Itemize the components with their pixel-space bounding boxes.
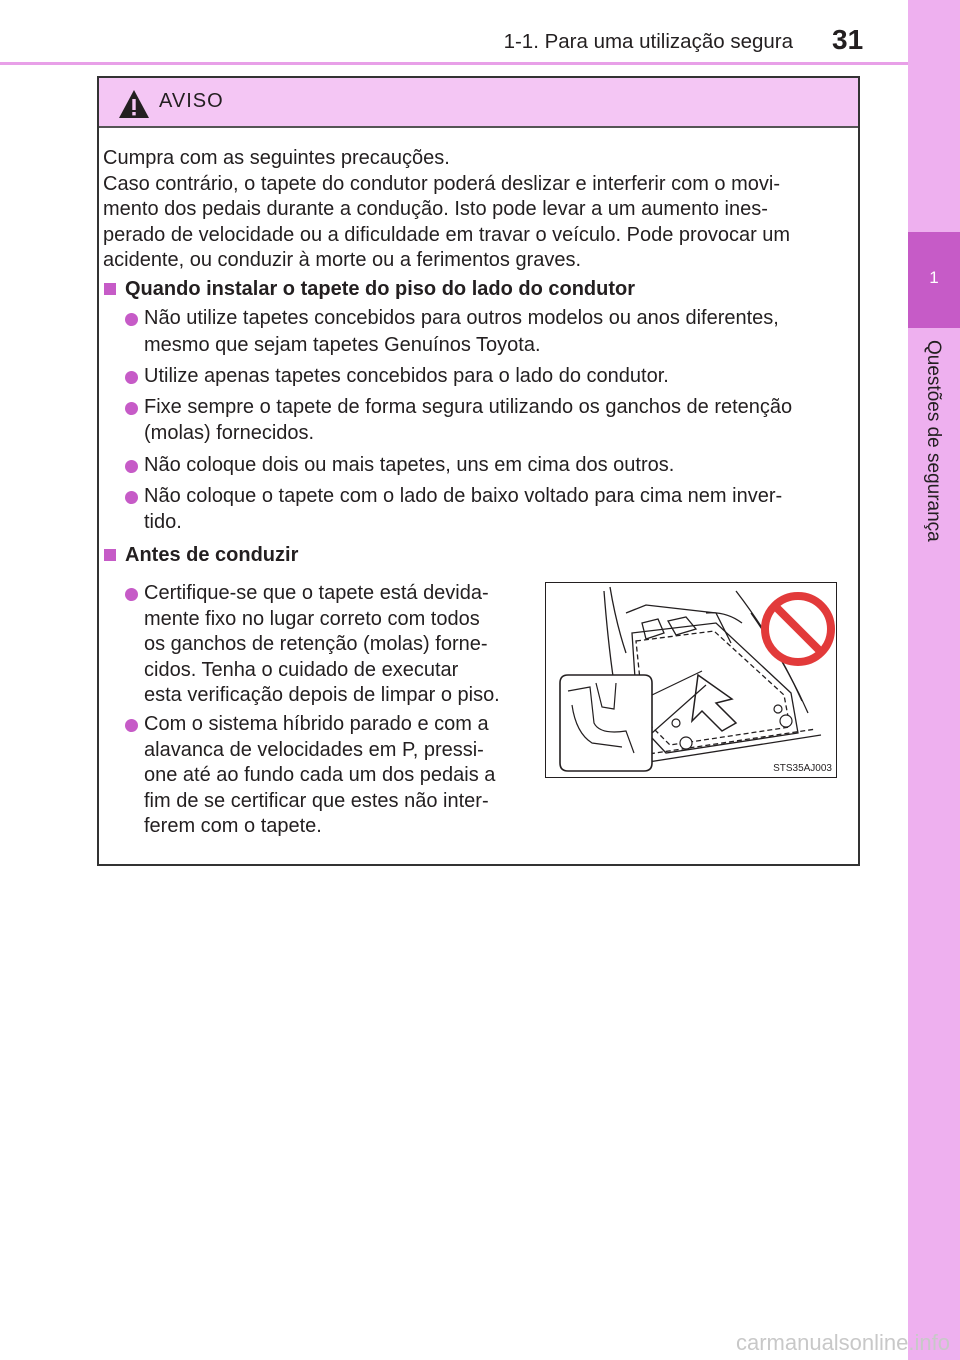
bullet-text: one até ao fundo cada um dos pedais a: [144, 764, 496, 786]
bullet-text: Com o sistema híbrido parado e com a: [144, 713, 489, 735]
intro-line: mento dos pedais durante a condução. Isto pode levar a um aumento ines-: [103, 198, 768, 220]
floor-mat-drawing: [546, 583, 837, 778]
bullet-text: os ganchos de retenção (molas) forne-: [144, 633, 488, 655]
bullet-icon: [125, 719, 138, 732]
intro-line: Caso contrário, o tapete do condutor poderá deslizar e interferir com o movi-: [103, 173, 781, 195]
bullet-icon: [125, 371, 138, 384]
bullet-icon: [125, 402, 138, 415]
warning-triangle-icon: [117, 88, 151, 120]
bullet-text: Certifique-se que o tapete está devida-: [144, 582, 489, 604]
warning-title: AVISO: [159, 90, 224, 112]
bullet-text: Não coloque o tapete com o lado de baixo voltado para cima nem inver-: [144, 485, 783, 507]
bullet-text: fim de se certificar que estes não inter-: [144, 790, 489, 812]
section-heading: Antes de conduzir: [125, 544, 299, 566]
warning-header: [99, 78, 858, 128]
chapter-side-tab: [908, 0, 960, 1360]
bullet-text: mente fixo no lugar correto com todos: [144, 608, 480, 630]
section-heading: Quando instalar o tapete do piso do lado do condutor: [125, 278, 635, 300]
bullet-text: esta verificação depois de limpar o piso.: [144, 684, 500, 706]
figure-code: STS35AJ003: [773, 763, 832, 774]
section-marker-icon: [104, 549, 116, 561]
bullet-text: (molas) fornecidos.: [144, 422, 315, 444]
chapter-number: 1: [929, 268, 939, 287]
floor-mat-illustration: [545, 582, 837, 778]
intro-line: perado de velocidade ou a dificuldade em travar o veículo. Pode provocar um: [103, 224, 791, 246]
intro-line: Cumpra com as seguintes precauções.: [103, 147, 450, 169]
bullet-text: alavanca de velocidades em P, pressi-: [144, 739, 484, 761]
bullet-text: Fixe sempre o tapete de forma segura utilizando os ganchos de retenção: [144, 396, 793, 418]
bullet-icon: [125, 460, 138, 473]
header-divider: [0, 62, 908, 65]
prohibition-icon: [765, 596, 831, 662]
footer-watermark: carmanualsonline.info: [735, 1330, 950, 1355]
bullet-text: ferem com o tapete.: [144, 815, 322, 837]
bullet-text: tido.: [144, 511, 182, 533]
page-number: 31: [832, 24, 864, 55]
bullet-icon: [125, 491, 138, 504]
bullet-text: cidos. Tenha o cuidado de executar: [144, 659, 459, 681]
bullet-icon: [125, 588, 138, 601]
bullet-text: Não coloque dois ou mais tapetes, uns em cima dos outros.: [144, 454, 675, 476]
section-title: 1-1. Para uma utilização segura: [503, 30, 793, 53]
bullet-text: mesmo que sejam tapetes Genuínos Toyota.: [144, 334, 541, 356]
intro-line: acidente, ou conduzir à morte ou a ferimentos graves.: [103, 249, 582, 271]
chapter-title: Questões de segurança: [923, 340, 944, 542]
bullet-text: Não utilize tapetes concebidos para outros modelos ou anos diferentes,: [144, 307, 779, 329]
bullet-text: Utilize apenas tapetes concebidos para o lado do condutor.: [144, 365, 669, 387]
bullet-icon: [125, 313, 138, 326]
section-marker-icon: [104, 283, 116, 295]
